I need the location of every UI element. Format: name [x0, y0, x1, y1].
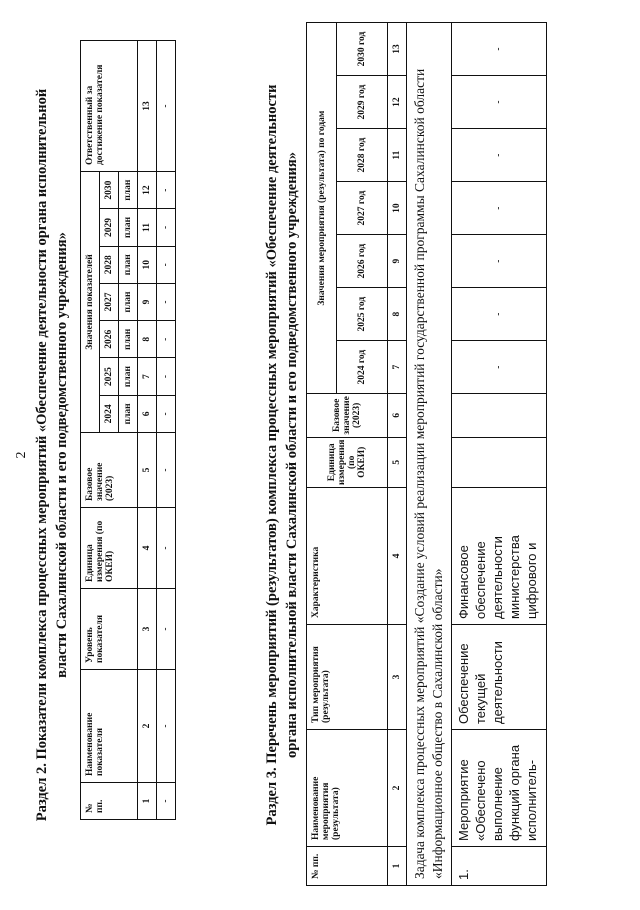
s2-colnum: 9	[138, 283, 157, 320]
s2-plan: план	[119, 395, 138, 432]
section3-title-line1: Раздел 3. Перечень мероприятий (результатов) комплекса процессных мероприятий «Обеспечение деятельности	[264, 84, 280, 826]
s2-plan: план	[119, 321, 138, 358]
s3-colnum: 8	[388, 288, 407, 341]
s2-cell: -	[157, 172, 176, 209]
section3-title-line2: органа исполнительной власти Сахалинской области и его подведомственного учреждения»	[284, 151, 300, 759]
s2-cell: -	[157, 246, 176, 283]
s3-colnum-row	[388, 23, 407, 886]
s3-task-row: Задача комплекса процессных мероприятий «Создание условий реализации мероприятий государственной программы Сахалинской области «Информационное общество в Сахалинской области»	[407, 23, 452, 886]
s3-colnum: 7	[388, 341, 407, 394]
s2-colnum: 8	[138, 321, 157, 358]
s2-colnum: 3	[138, 589, 157, 670]
s2-plan: план	[119, 358, 138, 395]
s3-year: 2028 год	[337, 129, 388, 182]
s3-colnum: 9	[388, 235, 407, 288]
s3-year: 2025 год	[337, 288, 388, 341]
s2-h-name: Наименование показателя	[81, 670, 138, 783]
s2-cell: -	[157, 670, 176, 783]
s3-row1-unit	[452, 437, 547, 487]
s3-h-base: Базовое значение (2023)	[307, 394, 388, 437]
s2-cell: -	[157, 433, 176, 508]
s2-colnum: 12	[138, 172, 157, 209]
s3-row1-num: 1.	[452, 847, 547, 886]
s2-h-num: № пп.	[81, 783, 138, 820]
s3-row1-value: -	[452, 23, 547, 76]
s2-colnum: 6	[138, 395, 157, 432]
s3-h-values: Значения мероприятия (результата) по годам	[307, 23, 337, 394]
s2-colnum-row	[138, 41, 157, 820]
s3-h-name: Наименование мероприятия (результата)	[307, 730, 388, 847]
s3-row1-value: -	[452, 182, 547, 235]
s2-year: 2026	[100, 321, 119, 358]
s3-row1-name: Мероприятие «Обеспечено выполнение функций органа исполнитель-	[452, 730, 547, 847]
s2-cell: -	[157, 395, 176, 432]
s2-cell: -	[157, 283, 176, 320]
s2-cell: -	[157, 508, 176, 589]
page-number: 2	[14, 451, 29, 459]
s2-cell: -	[157, 783, 176, 820]
s2-colnum: 10	[138, 246, 157, 283]
s3-row1-value: -	[452, 129, 547, 182]
s3-row1-value: -	[452, 235, 547, 288]
s3-colnum: 13	[388, 23, 407, 76]
s3-row1-base	[452, 394, 547, 437]
s3-colnum: 5	[388, 437, 407, 487]
s2-h-base: Базовое значение (2023)	[81, 433, 138, 508]
s2-cell: -	[157, 358, 176, 395]
s3-h-unit: Единица измерения (по ОКЕИ)	[307, 437, 388, 487]
s3-row1-type: Обеспечение текущей деятельности	[452, 625, 547, 730]
s3-h-type: Тип мероприятия (результата)	[307, 625, 388, 730]
s2-year: 2029	[100, 209, 119, 246]
s2-h-responsible: Ответственный за достижение показателя	[81, 41, 138, 172]
s2-data-row	[157, 41, 176, 820]
section3-table	[306, 22, 547, 886]
s2-plan: план	[119, 246, 138, 283]
s3-colnum: 2	[388, 730, 407, 847]
section3-title	[262, 40, 302, 870]
s2-colnum: 11	[138, 209, 157, 246]
s3-colnum: 3	[388, 625, 407, 730]
s2-year: 2024	[100, 395, 119, 432]
s2-cell: -	[157, 209, 176, 246]
s3-colnum: 1	[388, 847, 407, 886]
s2-colnum: 7	[138, 358, 157, 395]
s2-colnum: 2	[138, 670, 157, 783]
s2-cell: -	[157, 589, 176, 670]
s3-colnum: 10	[388, 182, 407, 235]
s2-cell: -	[157, 321, 176, 358]
section2-title	[32, 40, 72, 870]
s3-row1-value: -	[452, 288, 547, 341]
s2-cell: -	[157, 41, 176, 172]
s2-plan: план	[119, 209, 138, 246]
s3-row1-characteristic: Финансовое обеспечение деятельности министерства цифрового и	[452, 488, 547, 625]
s2-colnum: 4	[138, 508, 157, 589]
s3-colnum: 11	[388, 129, 407, 182]
s3-colnum: 6	[388, 394, 407, 437]
s3-row1-value: -	[452, 341, 547, 394]
s3-year: 2024 год	[337, 341, 388, 394]
s3-row1	[452, 23, 547, 886]
section2-title-line2: власти Сахалинской области и его подведомственного учреждения»	[54, 232, 70, 678]
s3-year: 2029 год	[337, 76, 388, 129]
s2-plan: план	[119, 283, 138, 320]
s2-year: 2025	[100, 358, 119, 395]
s3-colnum: 4	[388, 488, 407, 625]
s2-colnum: 13	[138, 41, 157, 172]
s2-colnum: 1	[138, 783, 157, 820]
s3-h-characteristic: Характеристика	[307, 488, 388, 625]
s2-year: 2030	[100, 172, 119, 209]
section2-title-line1: Раздел 2. Показатели комплекса процессных мероприятий «Обеспечение деятельности органа исполнительной	[34, 88, 50, 822]
section2-table	[80, 40, 176, 820]
s2-year: 2028	[100, 246, 119, 283]
s3-row1-value: -	[452, 76, 547, 129]
s2-h-values: Значения показателей	[81, 172, 100, 433]
s2-h-level: Уровень показателя	[81, 589, 138, 670]
s3-year: 2026 год	[337, 235, 388, 288]
s3-year: 2027 год	[337, 182, 388, 235]
s3-year: 2030 год	[337, 23, 388, 76]
s2-h-unit: Единица измерения (по ОКЕИ)	[81, 508, 138, 589]
s2-year: 2027	[100, 283, 119, 320]
s3-h-num: № пп.	[307, 847, 388, 886]
s2-colnum: 5	[138, 433, 157, 508]
s3-colnum: 12	[388, 76, 407, 129]
s2-plan: план	[119, 172, 138, 209]
